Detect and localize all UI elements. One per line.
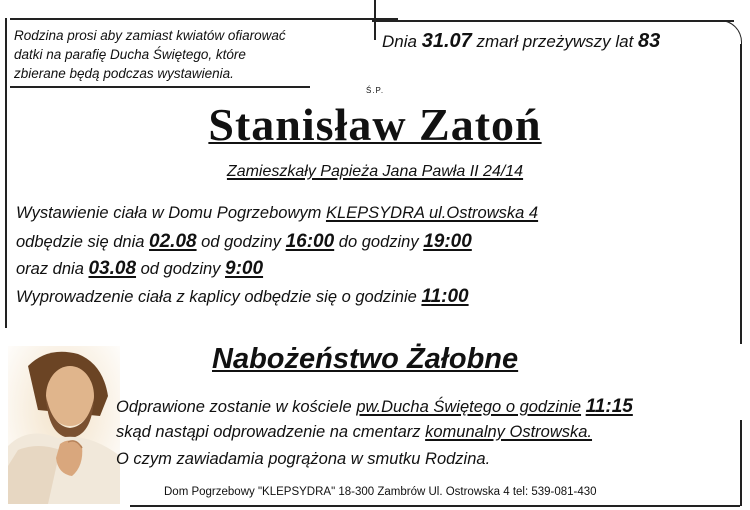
wake-text: Wystawienie ciała w Domu Pogrzebowym: [16, 204, 322, 222]
cemetery-name: komunalny Ostrowska.: [425, 423, 593, 441]
departure-text: Wyprowadzenie ciała z kaplicy odbędzie się o godzinie: [16, 288, 417, 306]
frame-top-right-line: [372, 20, 734, 22]
frame-top-right-corner: [716, 20, 742, 46]
funeral-home-footer: Dom Pogrzebowy "KLEPSYDRA" 18-300 Zambrów Ul. Ostrowska 4 tel: 539-081-430: [164, 486, 597, 498]
service-line-3: O czym zawiadamia pogrążona w smutku Rodzina.: [116, 450, 491, 468]
service-line-1: [116, 396, 633, 418]
wake-place: KLEPSYDRA ul.Ostrowska 4: [325, 204, 539, 222]
note-line-3: zbierane będą podczas wystawienia.: [14, 66, 234, 81]
wake-line-3: [16, 258, 263, 280]
frame-top-left-line: [10, 18, 370, 20]
wake-from2-label: od godziny: [140, 260, 221, 278]
death-age: 83: [638, 30, 661, 52]
wake-line3-prefix: oraz dnia: [16, 260, 84, 278]
service-line-2: [116, 423, 592, 442]
wake-date-2: 03.08: [88, 258, 137, 279]
service-time: 11:15: [585, 396, 633, 417]
deceased-name: Stanisław Zatoń: [208, 99, 542, 150]
wake-to-time-1: 19:00: [423, 231, 472, 252]
service-title: Nabożeństwo Żałobne: [212, 343, 519, 375]
death-info: [382, 30, 660, 53]
wake-from-label: od godziny: [201, 233, 281, 251]
service-line2-prefix: skąd nastąpi odprowadzenie na cmentarz: [116, 423, 421, 441]
death-date: 31.07: [421, 30, 472, 52]
departure-time: 11:00: [421, 286, 469, 307]
wake-line-2: [16, 231, 472, 253]
note-line-2: datki na parafię Ducha Świętego, które: [14, 47, 246, 62]
praying-figure-image: [8, 346, 120, 504]
frame-bottom-right-line: [740, 420, 742, 506]
wake-line-1: [16, 204, 538, 223]
flowers-request-note: [14, 26, 354, 83]
service-line1-prefix: Odprawione zostanie w kościele: [116, 398, 352, 416]
residence-address: Zamieszkały Papieża Jana Pawła II 24/14: [226, 163, 524, 180]
frame-bottom-line: [130, 505, 740, 507]
note-line-1: Rodzina prosi aby zamiast kwiatów ofiarować: [14, 28, 286, 43]
wake-from-time-1: 16:00: [285, 231, 335, 252]
wake-line2-prefix: odbędzie się dnia: [16, 233, 145, 251]
death-middle: zmarł przeżywszy lat: [476, 32, 634, 51]
church-place: pw.Ducha Świętego o godzinie: [356, 398, 582, 416]
wake-from-time-2: 9:00: [225, 258, 264, 279]
wake-to-label: do godziny: [338, 233, 419, 251]
death-prefix: Dnia: [382, 32, 417, 51]
sp-label: Ś.P.: [365, 86, 385, 95]
wake-date-1: 02.08: [149, 231, 197, 252]
wake-line-4: [16, 286, 469, 308]
